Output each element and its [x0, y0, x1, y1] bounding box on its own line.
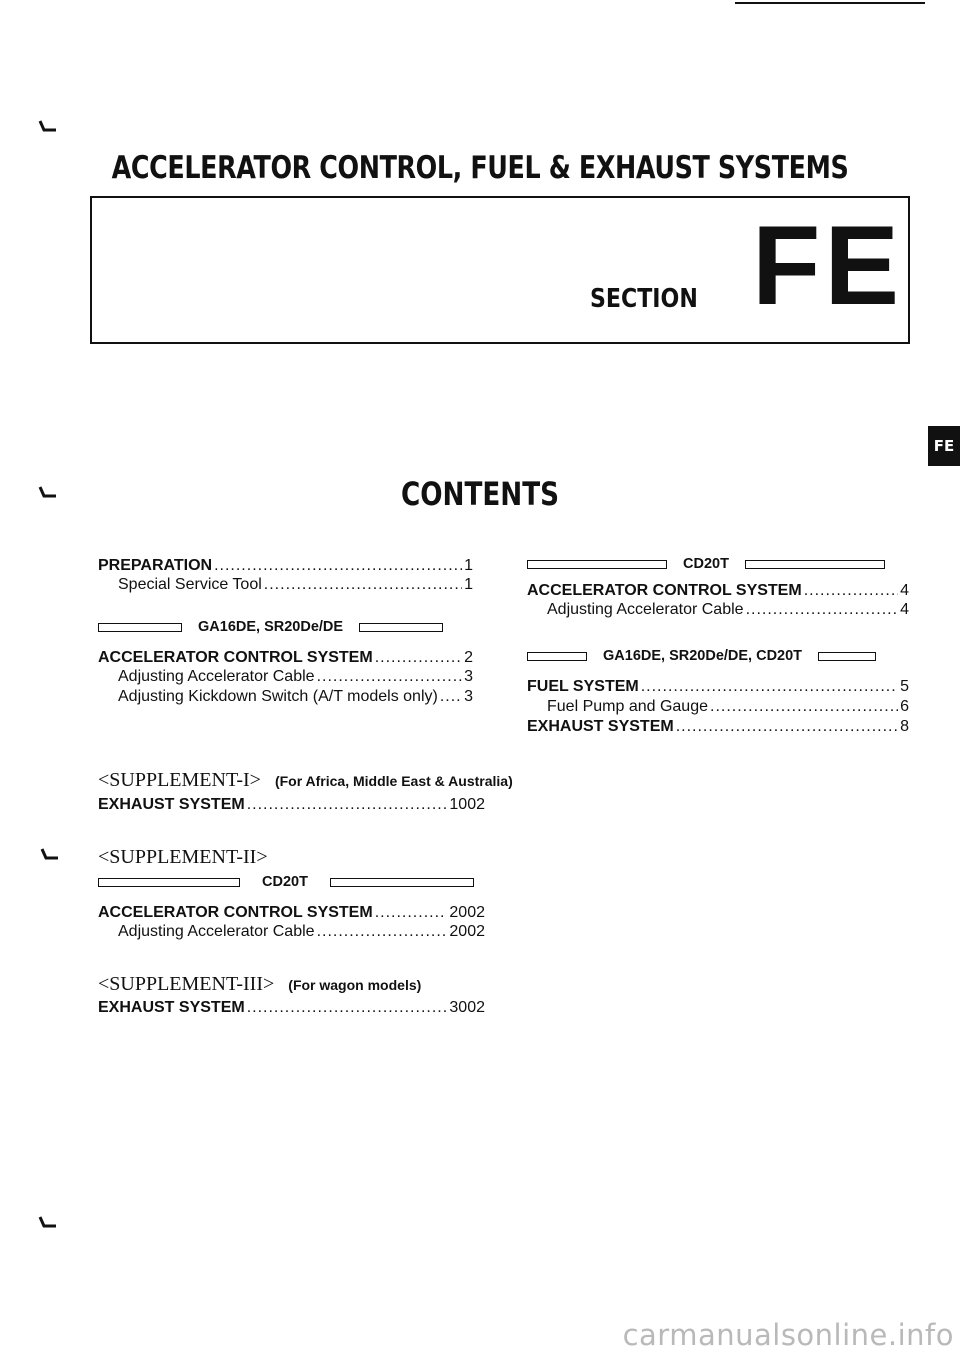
supplement-note: (For Africa, Middle East & Australia): [274, 773, 513, 789]
top-rule: [735, 2, 925, 4]
toc-entry-special-service-tool[interactable]: [98, 576, 473, 594]
toc-entry-accelerator-control-system[interactable]: [98, 649, 473, 667]
toc-entry-accelerator-control-system[interactable]: [527, 582, 909, 600]
margin-mark-icon: [38, 486, 58, 498]
toc-entry-page: 3002: [449, 999, 485, 1016]
toc-entry-page: 1002: [449, 796, 485, 813]
toc-entry-page: 4: [900, 582, 909, 599]
toc-entry-page: 4: [900, 601, 909, 618]
supplement-1-heading: [98, 769, 513, 792]
model-applicability-bar: [98, 874, 474, 890]
toc-entry-fuel-system[interactable]: [527, 678, 909, 696]
toc-entry-preparation[interactable]: [98, 557, 473, 575]
toc-entry-adjusting-accelerator-cable[interactable]: [527, 601, 909, 619]
toc-entry-page: 5: [900, 678, 909, 695]
toc-entry-title: ACCELERATOR CONTROL SYSTEM: [98, 649, 373, 666]
supplement-title: <SUPPLEMENT-III>: [98, 973, 275, 995]
toc-entry-adjusting-accelerator-cable[interactable]: [98, 923, 485, 941]
toc-entry-title: Adjusting Kickdown Switch (A/T models only): [118, 688, 438, 705]
toc-entry-title: PREPARATION: [98, 557, 213, 574]
toc-entry-title: Adjusting Accelerator Cable: [118, 923, 315, 940]
model-applicability-bar: [527, 556, 885, 572]
section-side-tab[interactable]: FE: [928, 426, 960, 466]
toc-entry-adjusting-kickdown-switch[interactable]: [98, 688, 473, 706]
toc-entry-page: 3: [464, 688, 473, 705]
toc-entry-title: Adjusting Accelerator Cable: [547, 601, 744, 618]
toc-entry-fuel-pump-and-gauge[interactable]: [527, 698, 909, 716]
toc-entry-exhaust-system[interactable]: [98, 999, 485, 1017]
toc-entry-page: 2: [464, 649, 473, 666]
toc-entry-adjusting-accelerator-cable[interactable]: [98, 668, 473, 686]
toc-entry-title: EXHAUST SYSTEM: [98, 999, 245, 1016]
margin-mark-icon: [38, 1216, 58, 1228]
toc-entry-title: EXHAUST SYSTEM: [527, 718, 674, 735]
model-label: CD20T: [262, 874, 308, 890]
model-label: GA16DE, SR20De/DE: [198, 619, 344, 635]
toc-entry-page: 2002: [449, 923, 485, 940]
document-title: ACCELERATOR CONTROL, FUEL & EXHAUST SYSTEMS: [111, 150, 849, 186]
supplement-3-heading: [98, 973, 421, 996]
model-label: CD20T: [683, 556, 729, 572]
toc-entry-accelerator-control-system[interactable]: [98, 904, 485, 922]
section-label: SECTION: [590, 284, 698, 314]
margin-mark-icon: [40, 848, 60, 860]
model-applicability-bar: [98, 619, 443, 635]
supplement-title: <SUPPLEMENT-II>: [98, 846, 268, 868]
supplement-2-heading: [98, 846, 268, 869]
model-applicability-bar: [527, 648, 876, 664]
section-code: FE: [752, 203, 904, 328]
toc-entry-title: Fuel Pump and Gauge: [547, 698, 708, 715]
toc-entry-title: FUEL SYSTEM: [527, 678, 639, 695]
toc-entry-title: Special Service Tool: [118, 576, 262, 593]
toc-entry-page: 1: [464, 557, 473, 574]
toc-entry-page: 6: [900, 698, 909, 715]
model-label: GA16DE, SR20De/DE, CD20T: [603, 648, 803, 664]
toc-entry-page: 3: [464, 668, 473, 685]
margin-mark-icon: [38, 120, 58, 132]
contents-title: CONTENTS: [400, 475, 560, 513]
toc-entry-title: Adjusting Accelerator Cable: [118, 668, 315, 685]
supplement-title: <SUPPLEMENT-I>: [98, 769, 261, 791]
toc-entry-page: 1: [464, 576, 473, 593]
toc-entry-exhaust-system[interactable]: [98, 796, 485, 814]
toc-entry-exhaust-system[interactable]: [527, 718, 909, 736]
toc-entry-title: ACCELERATOR CONTROL SYSTEM: [98, 904, 373, 921]
toc-entry-page: 2002: [449, 904, 485, 921]
watermark: carmanualsonline.info: [622, 1318, 954, 1352]
toc-entry-title: ACCELERATOR CONTROL SYSTEM: [527, 582, 802, 599]
supplement-note: (For wagon models): [288, 977, 422, 993]
toc-entry-title: EXHAUST SYSTEM: [98, 796, 245, 813]
toc-entry-page: 8: [900, 718, 909, 735]
